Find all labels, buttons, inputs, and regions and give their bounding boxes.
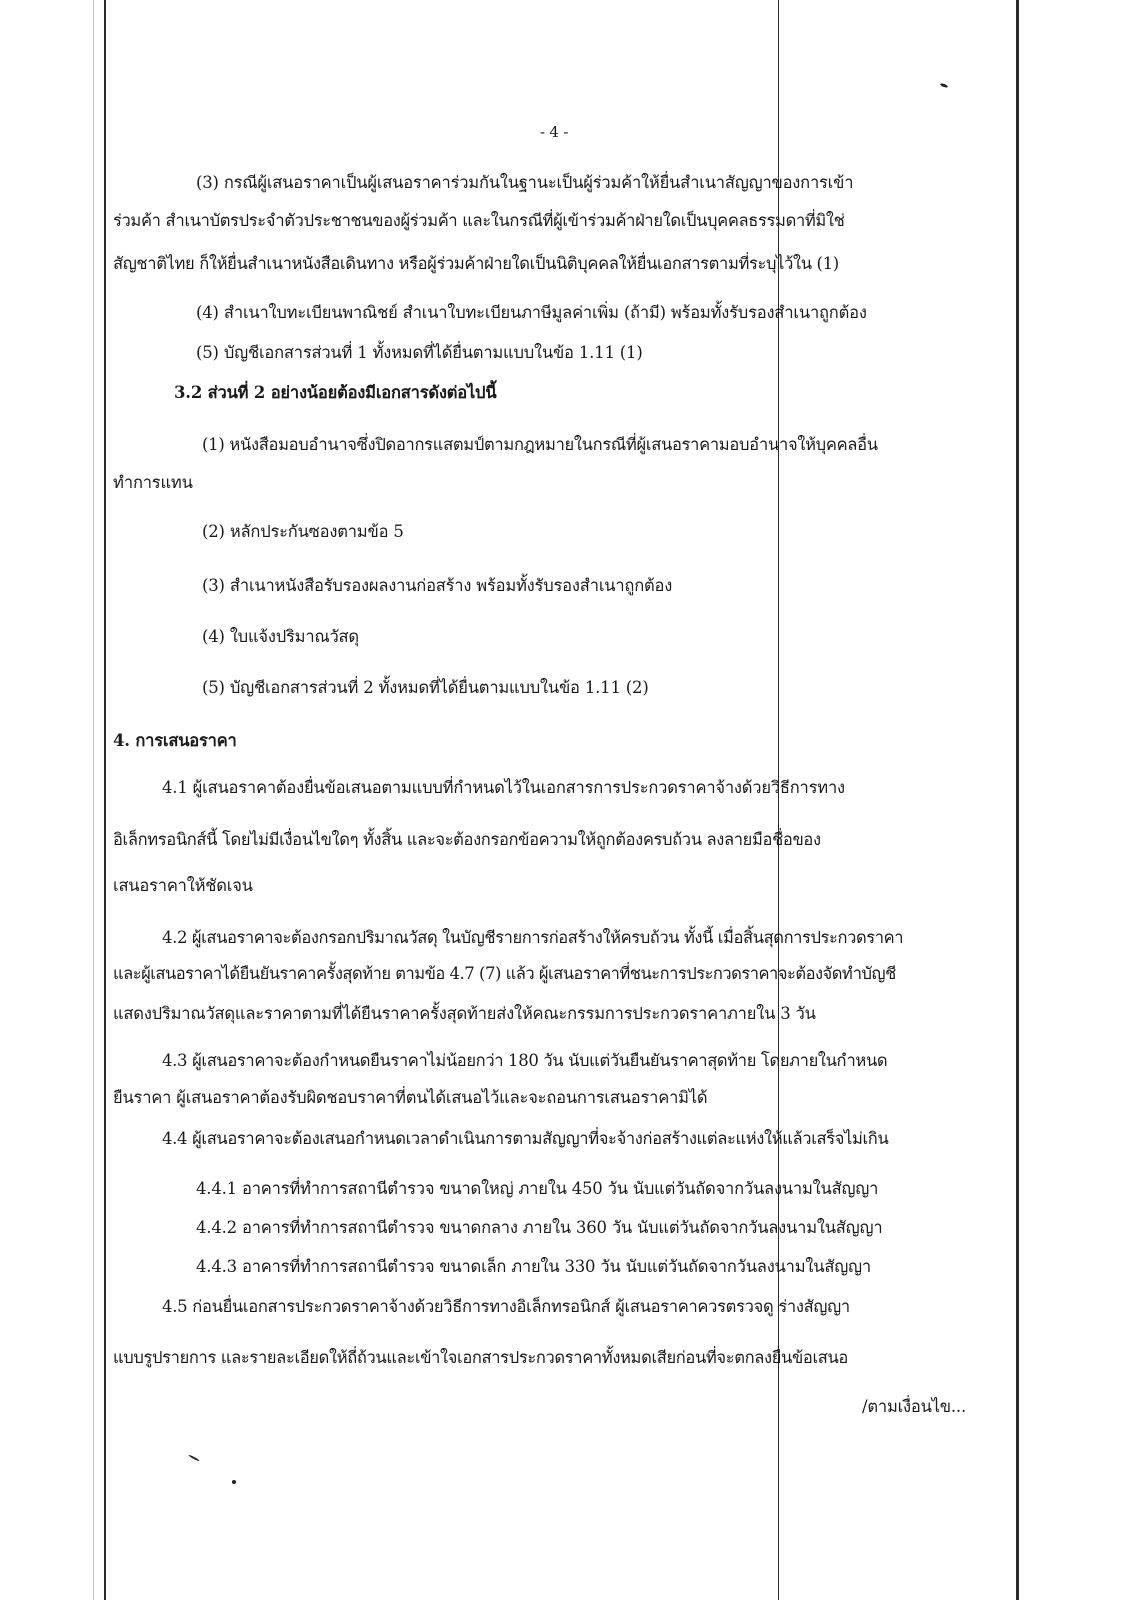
text-line: (1) หนังสือมอบอำนาจซึ่งปิดอากรแสตมป์ตามกฎหมายในกรณีที่ผู้เสนอราคามอบอำนาจให้บุคคลอื่น xyxy=(202,435,878,454)
text-line: (3) สำเนาหนังสือรับรองผลงานก่อสร้าง พร้อมทั้งรับรองสำเนาถูกต้อง xyxy=(202,576,673,595)
text-line: 4.3 ผู้เสนอราคาจะต้องกำหนดยืนราคาไม่น้อยกว่า 180 วัน นับแต่วันยืนยันราคาสุดท้าย โดยภายในกำหนด xyxy=(162,1051,888,1070)
page-number: - 4 - xyxy=(540,123,569,141)
scan-speck xyxy=(940,83,949,89)
text-line: 4.4 ผู้เสนอราคาจะต้องเสนอกำหนดเวลาดำเนินการตามสัญญาที่จะจ้างก่อสร้างแต่ละแห่งให้แล้วเสร็จไม่เกิน xyxy=(162,1129,889,1148)
section-heading: 3.2 ส่วนที่ 2 อย่างน้อยต้องมีเอกสารดังต่อไปนี้ xyxy=(174,383,497,402)
text-line: ยืนราคา ผู้เสนอราคาต้องรับผิดชอบราคาที่ตนได้เสนอไว้และจะถอนการเสนอราคามิได้ xyxy=(113,1088,708,1107)
text-line: สัญชาติไทย ก็ให้ยื่นสำเนาหนังสือเดินทาง หรือผู้ร่วมค้าฝ่ายใดเป็นนิติบุคคลให้ยื่นเอกสารตามที่ระบุไว้ใน (1) xyxy=(113,254,839,273)
section-heading: 4. การเสนอราคา xyxy=(113,731,237,750)
text-line: (5) บัญชีเอกสารส่วนที่ 2 ทั้งหมดที่ได้ยื่นตามแบบในข้อ 1.11 (2) xyxy=(202,678,649,697)
scan-speck xyxy=(232,1480,236,1484)
text-line: (4) ใบแจ้งปริมาณวัสดุ xyxy=(202,627,359,646)
text-line: (5) บัญชีเอกสารส่วนที่ 1 ทั้งหมดที่ได้ยื่นตามแบบในข้อ 1.11 (1) xyxy=(196,343,643,362)
text-line: อิเล็กทรอนิกส์นี้ โดยไม่มีเงื่อนไขใดๆ ทั้งสิ้น และจะต้องกรอกข้อความให้ถูกต้องครบถ้วน ลงลายมือชื่อของ xyxy=(113,830,821,849)
text-line: ร่วมค้า สำเนาบัตรประจำตัวประชาชนของผู้ร่วมค้า และในกรณีที่ผู้เข้าร่วมค้าฝ่ายใดเป็นบุคคลธรรมดาที่มิใช่ xyxy=(113,211,845,230)
text-line: 4.5 ก่อนยื่นเอกสารประกวดราคาจ้างด้วยวิธีการทางอิเล็กทรอนิกส์ ผู้เสนอราคาควรตรวจดู ร่างสัญญา xyxy=(162,1297,850,1316)
text-line: 4.1 ผู้เสนอราคาต้องยื่นข้อเสนอตามแบบที่กำหนดไว้ในเอกสารการประกวดราคาจ้างด้วยวิธีการทาง xyxy=(162,778,845,797)
text-line: (4) สำเนาใบทะเบียนพาณิชย์ สำเนาใบทะเบียนภาษีมูลค่าเพิ่ม (ถ้ามี) พร้อมทั้งรับรองสำเนาถูกต้อง xyxy=(196,303,867,322)
text-line: ทำการแทน xyxy=(113,473,193,492)
scan-line-left xyxy=(104,0,106,1600)
continuation-note: /ตามเงื่อนไข... xyxy=(862,1397,967,1416)
scan-speck xyxy=(188,1454,200,1461)
text-line: เสนอราคาให้ชัดเจน xyxy=(113,876,253,895)
text-line: 4.4.1 อาคารที่ทำการสถานีตำรวจ ขนาดใหญ่ ภายใน 450 วัน นับแต่วันถัดจากวันลงนามในสัญญา xyxy=(196,1179,879,1198)
text-line: (3) กรณีผู้เสนอราคาเป็นผู้เสนอราคาร่วมกันในฐานะเป็นผู้ร่วมค้าให้ยื่นสำเนาสัญญาของการเข้า xyxy=(196,173,854,192)
text-line: 4.4.2 อาคารที่ทำการสถานีตำรวจ ขนาดกลาง ภายใน 360 วัน นับแต่วันถัดจากวันลงนามในสัญญา xyxy=(196,1218,883,1237)
text-line: แบบรูปรายการ และรายละเอียดให้ถี่ถ้วนและเข้าใจเอกสารประกวดราคาทั้งหมดเสียก่อนที่จะตกลงยื่นข้อเสนอ xyxy=(113,1348,848,1367)
text-line: และผู้เสนอราคาได้ยืนยันราคาครั้งสุดท้าย ตามข้อ 4.7 (7) แล้ว ผู้เสนอราคาที่ชนะการประกวดราคาจะต้องจัดทำบัญชี xyxy=(113,964,896,983)
text-line: (2) หลักประกันซองตามข้อ 5 xyxy=(202,522,404,541)
scan-line-right xyxy=(1016,0,1019,1600)
text-line: 4.4.3 อาคารที่ทำการสถานีตำรวจ ขนาดเล็ก ภายใน 330 วัน นับแต่วันถัดจากวันลงนามในสัญญา xyxy=(196,1257,871,1276)
text-line: แสดงปริมาณวัสดุและราคาตามที่ได้ยืนราคาครั้งสุดท้ายส่งให้คณะกรรมการประกวดราคาภายใน 3 วัน xyxy=(113,1004,816,1023)
text-line: 4.2 ผู้เสนอราคาจะต้องกรอกปริมาณวัสดุ ในบัญชีรายการก่อสร้างให้ครบถ้วน ทั้งนี้ เมื่อสิ้นสุดการประกวดราคา xyxy=(162,928,904,947)
scan-line-left-faint xyxy=(93,0,94,1600)
